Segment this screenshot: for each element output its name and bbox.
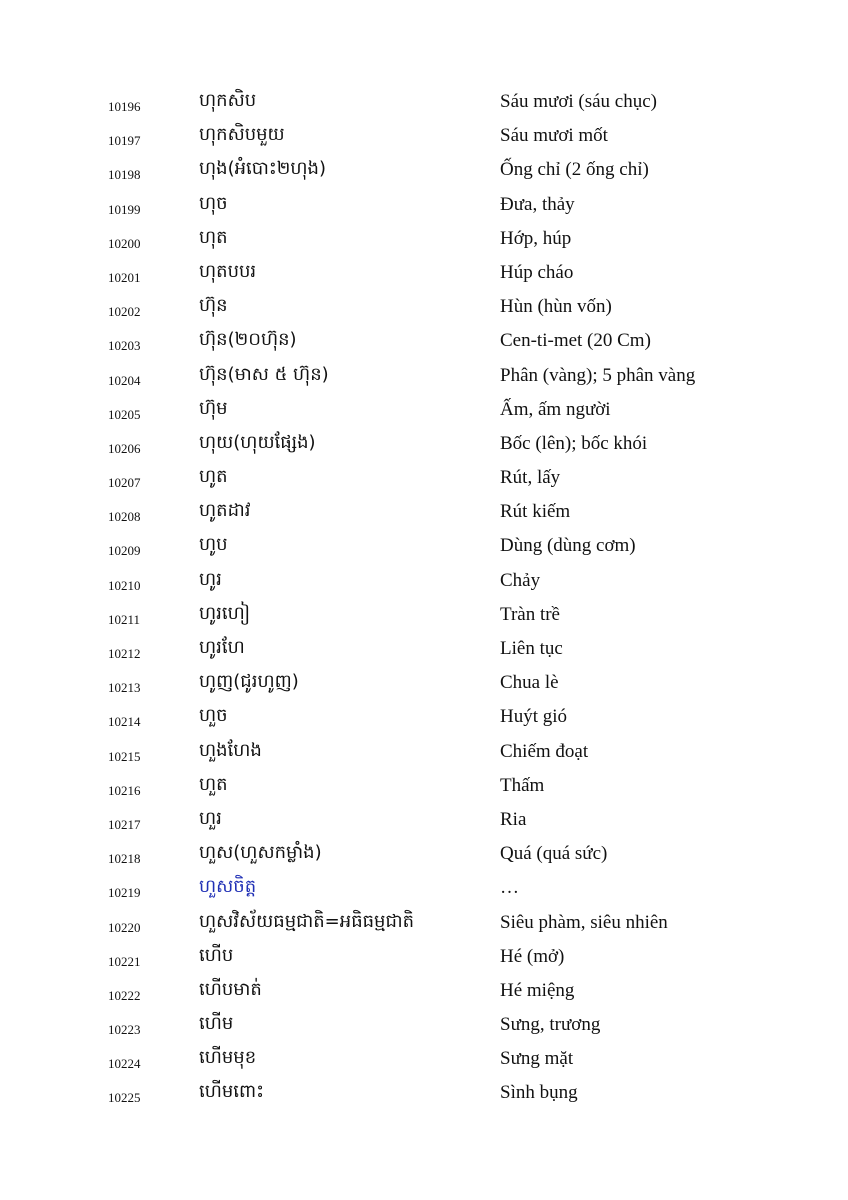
entry-row [0,907,848,941]
entry-row [0,1043,848,1077]
khmer-term: ហ៊ុន(មាស ៥ ហ៊ុន) [199,363,329,385]
entry-row [0,838,848,872]
khmer-term: ហួសវិស័យធម្មជាតិ=អធិធម្មជាតិ [199,910,415,932]
entry-row [0,1077,848,1111]
khmer-term: ហុង(អំបោះ២ហុង) [199,158,326,180]
vietnamese-translation: Sưng mặt [500,1048,574,1070]
entry-number: 10206 [108,440,141,456]
khmer-term: ហើមពោះ [199,1081,265,1103]
khmer-term: ហូប [199,534,228,556]
khmer-term: ហូតដាវ [199,500,251,522]
entry-number: 10210 [108,577,141,593]
vietnamese-translation: Sình bụng [500,1082,578,1104]
vietnamese-translation: Cen-ti-met (20 Cm) [500,330,651,352]
khmer-term: ហ៊ុន [199,295,228,317]
khmer-term: ហូញ(ជូរហូញ) [199,671,299,693]
vietnamese-translation: Hùn (hùn vốn) [500,296,612,318]
entry-number: 10220 [108,919,141,935]
entry-number: 10202 [108,304,141,320]
entry-row [0,736,848,770]
entry-number: 10197 [108,133,141,149]
vietnamese-translation: Huýt gió [500,706,568,728]
khmer-term: ហួរ [199,807,222,829]
khmer-term: ហុយ(ហុយផ្សែង) [199,431,316,453]
entry-number: 10225 [108,1090,141,1106]
entry-number: 10218 [108,851,141,867]
vietnamese-translation: Hé (mở) [500,945,565,967]
entry-row [0,496,848,530]
entry-row [0,872,848,906]
entry-number: 10196 [108,99,141,114]
vietnamese-translation: … [500,877,519,899]
vietnamese-translation: Quá (quá sức) [500,843,608,865]
entry-row [0,291,848,325]
entry-number: 10204 [108,372,141,388]
entry-row [0,257,848,291]
entry-list [0,86,848,1112]
khmer-term: ហើម [199,1013,234,1035]
khmer-term: ហួត [199,773,228,795]
vietnamese-translation: Rút, lấy [500,467,561,489]
entry-number: 10198 [108,167,141,183]
entry-number: 10207 [108,475,141,491]
khmer-term: ហុកសិប [199,90,257,111]
vietnamese-translation: Thấm [500,774,545,796]
entry-number: 10209 [108,543,141,559]
entry-number: 10217 [108,816,141,832]
entry-row [0,941,848,975]
entry-row [0,770,848,804]
khmer-term: ហុច [199,192,228,214]
entry-number: 10219 [108,885,141,901]
vietnamese-translation: Sáu mươi (sáu chục) [500,91,658,112]
vietnamese-translation: Hớp, húp [500,227,572,249]
khmer-term: ហូត [199,466,228,488]
entry-row [0,599,848,633]
entry-number: 10205 [108,406,141,422]
vietnamese-translation: Rút kiếm [500,501,571,523]
khmer-term: ហួស(ហួសកម្លាំង) [199,842,322,864]
vietnamese-translation: Chiếm đoạt [500,740,589,762]
vietnamese-translation: Tràn trề [500,603,560,625]
entry-row [0,428,848,462]
khmer-term: ហូរហៀ [199,602,251,624]
entry-row [0,223,848,257]
entry-number: 10221 [108,953,141,969]
entry-row [0,1009,848,1043]
entry-row [0,975,848,1009]
khmer-term: ហុតបបរ [199,260,257,282]
khmer-term: ហើបមាត់ [199,978,262,1000]
entry-number: 10215 [108,748,141,764]
entry-number: 10201 [108,269,141,285]
khmer-term: ហ៊ុន(២០ហ៊ុន) [199,329,297,351]
vietnamese-translation: Chảy [500,569,541,591]
khmer-term: ហួងហែង [199,739,262,761]
entry-row [0,633,848,667]
khmer-term: ហូរ [199,568,222,590]
khmer-term: ហុត [199,226,228,248]
entry-number: 10216 [108,782,141,798]
vietnamese-translation: Ấm, ấm người [500,398,611,420]
entry-number: 10211 [108,611,141,627]
vietnamese-translation: Dùng (dùng cơm) [500,535,636,557]
entry-number: 10212 [108,646,141,661]
vietnamese-translation: Sưng, trương [500,1014,601,1036]
khmer-term: ហុកសិបមួយ [199,124,285,146]
entry-row [0,394,848,428]
entry-number: 10222 [108,987,141,1003]
khmer-term: ហើប [199,944,234,966]
entry-row [0,701,848,735]
vietnamese-translation: Ống chỉ (2 ống chỉ) [500,159,649,181]
vietnamese-translation: Ria [500,808,527,830]
vietnamese-translation: Liên tục [500,638,563,659]
entry-number: 10223 [108,1022,141,1038]
vietnamese-translation: Chua lè [500,672,559,694]
vietnamese-translation: Phân (vàng); 5 phân vàng [500,364,696,386]
entry-number: 10213 [108,680,141,696]
entry-number: 10200 [108,235,141,251]
vietnamese-translation: Sáu mươi mốt [500,125,608,147]
entry-row [0,530,848,564]
entry-number: 10224 [108,1056,141,1072]
khmer-term: ហើមមុខ [199,1047,257,1069]
vietnamese-translation: Hé miệng [500,979,575,1001]
khmer-term: ហួច [199,705,228,727]
entry-number: 10203 [108,338,141,354]
entry-row [0,462,848,496]
entry-row [0,325,848,359]
entry-row [0,565,848,599]
entry-row [0,804,848,838]
entry-row [0,667,848,701]
entry-row [0,120,848,154]
vietnamese-translation: Bốc (lên); bốc khói [500,432,648,454]
entry-number: 10208 [108,509,141,525]
entry-row [0,360,848,394]
entry-number: 10199 [108,201,141,217]
entry-number: 10214 [108,714,141,730]
vietnamese-translation: Siêu phàm, siêu nhiên [500,911,668,933]
khmer-term: ហួសចិត្ត [199,876,257,898]
khmer-term: ហូរហែ [199,637,245,658]
vietnamese-translation: Húp cháo [500,261,574,283]
entry-row [0,189,848,223]
entry-row [0,154,848,188]
vietnamese-translation: Đưa, thảy [500,193,575,215]
khmer-term: ហ៊ុម [199,397,228,419]
entry-row [0,86,848,120]
